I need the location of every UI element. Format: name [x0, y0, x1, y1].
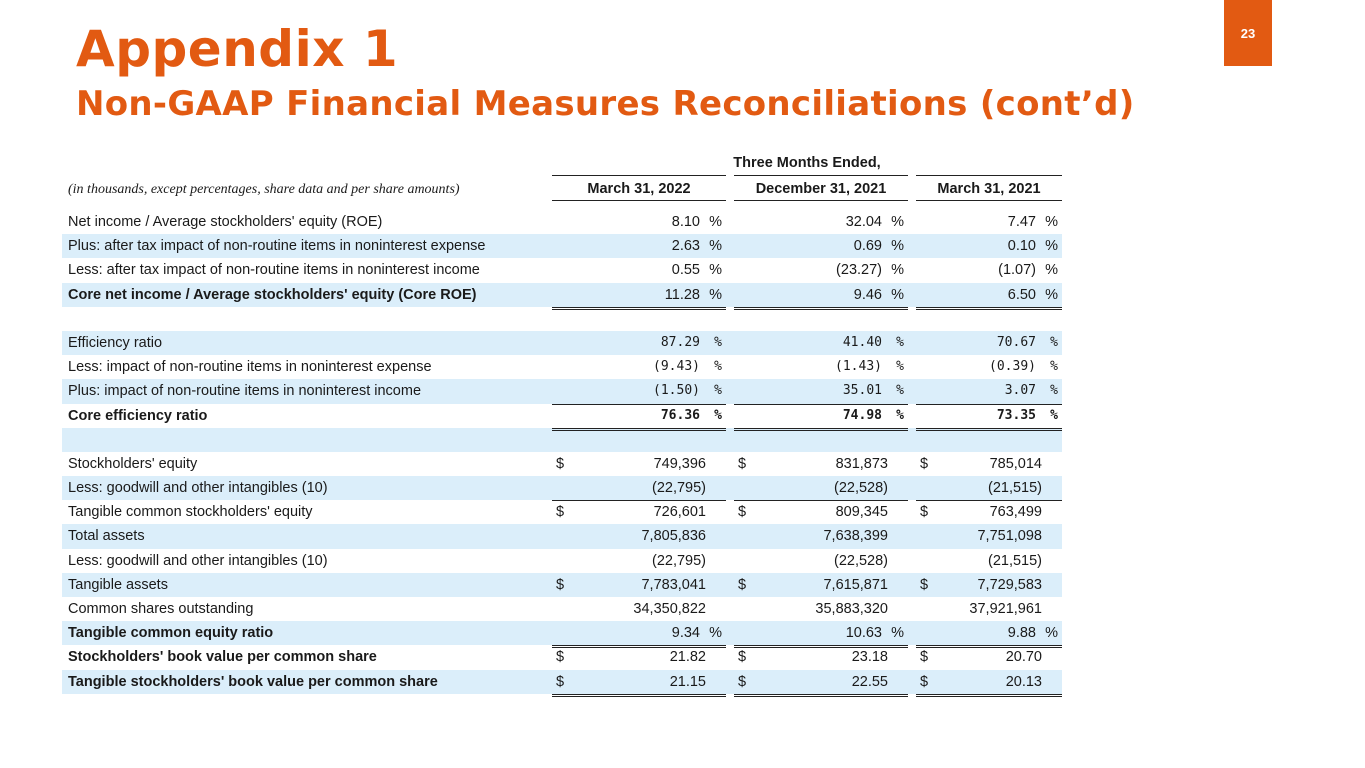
- cell-value: 3.07: [1004, 383, 1036, 399]
- row-label: Stockholders' book value per common share: [68, 649, 377, 666]
- value-cell: [552, 476, 726, 501]
- cell-value: 9.34: [671, 625, 700, 642]
- value-cell: [552, 210, 726, 234]
- cell-value: 11.28: [664, 286, 700, 303]
- table-row-core-efficiency-ratio: [62, 404, 1062, 428]
- value-cell: [916, 645, 1062, 672]
- currency-symbol: $: [738, 649, 747, 666]
- table-row-plus-impact-income: [62, 379, 1062, 403]
- cell-value: 21.15: [669, 673, 706, 690]
- value-cell: [734, 621, 908, 648]
- table-row-stockholders-equity: [62, 452, 1062, 476]
- cell-value: 70.67: [996, 334, 1036, 350]
- cell-value: 0.69: [853, 238, 882, 255]
- page-title: Appendix 1: [76, 20, 399, 78]
- row-label: Less: impact of non-routine items in noninterest expense: [68, 359, 432, 376]
- value-cell: [916, 670, 1062, 697]
- cell-value: 7.47: [1007, 214, 1036, 230]
- table-column-header-row: [62, 175, 1062, 202]
- row-label: Common shares outstanding: [68, 601, 254, 617]
- value-cell: [734, 379, 908, 404]
- cell-value: 22.55: [851, 673, 888, 690]
- cell-value: 37,921,961: [969, 601, 1042, 617]
- value-cell: [734, 597, 908, 622]
- value-cell: [916, 355, 1062, 379]
- value-cell: [916, 379, 1062, 404]
- value-cell: [552, 500, 726, 524]
- value-cell: [552, 234, 726, 258]
- cell-value: 20.13: [1005, 673, 1042, 690]
- value-cell: [734, 549, 908, 574]
- row-label: Efficiency ratio: [68, 334, 163, 351]
- table-row-less-impact-expense: [62, 355, 1062, 379]
- percent-symbol: %: [714, 407, 722, 423]
- value-cell: [552, 670, 726, 697]
- value-cell: [734, 452, 908, 476]
- cell-value: (21,515): [987, 480, 1042, 497]
- currency-symbol: $: [556, 455, 565, 472]
- percent-symbol: %: [1045, 625, 1058, 642]
- row-label: Tangible assets: [68, 576, 168, 593]
- cell-value: 41.40: [842, 334, 882, 350]
- row-label: Total assets: [68, 528, 145, 545]
- table-row-book-value-per-share: [62, 645, 1062, 669]
- value-cell: [734, 234, 908, 258]
- percent-symbol: %: [709, 286, 722, 303]
- table-row-plus-noninterest-expense: [62, 234, 1062, 258]
- value-cell: [552, 355, 726, 379]
- percent-symbol: %: [896, 359, 904, 375]
- cell-value: 831,873: [835, 455, 888, 472]
- row-label: Core net income / Average stockholders' equity (Core ROE): [68, 286, 477, 303]
- row-label: Core efficiency ratio: [68, 407, 208, 424]
- column-header-mar-2021: March 31, 2021: [916, 175, 1062, 201]
- value-cell: [552, 331, 726, 355]
- table-row-total-assets: [62, 524, 1062, 548]
- currency-symbol: $: [920, 576, 929, 593]
- row-label: Less: goodwill and other intangibles (10): [68, 480, 328, 497]
- value-cell: [916, 524, 1062, 548]
- row-label: Net income / Average stockholders' equity (ROE): [68, 214, 383, 230]
- cell-value: 9.88: [1007, 625, 1036, 642]
- spacer-row: [62, 307, 1062, 331]
- cell-value: 7,783,041: [641, 576, 706, 593]
- column-header-dec-2021: December 31, 2021: [734, 175, 908, 201]
- value-cell: [916, 234, 1062, 258]
- percent-symbol: %: [891, 286, 904, 303]
- row-label: Plus: after tax impact of non-routine items in noninterest expense: [68, 238, 486, 255]
- percent-symbol: %: [714, 334, 722, 350]
- table-row-tangible-assets: [62, 573, 1062, 597]
- cell-value: 73.35: [996, 407, 1036, 423]
- cell-value: 23.18: [851, 649, 888, 666]
- percent-symbol: %: [891, 625, 904, 642]
- percent-symbol: %: [709, 214, 722, 230]
- cell-value: 7,615,871: [823, 576, 888, 593]
- table-row-tangible-common-equity: [62, 500, 1062, 524]
- cell-value: 7,638,399: [823, 528, 888, 545]
- currency-symbol: $: [738, 673, 747, 690]
- value-cell: [552, 597, 726, 622]
- page-number-badge: 23: [1224, 0, 1272, 66]
- value-cell: [552, 645, 726, 672]
- reconciliation-table: [62, 150, 1062, 694]
- percent-symbol: %: [1050, 359, 1058, 375]
- cell-value: (22,528): [833, 552, 888, 569]
- value-cell: [734, 670, 908, 697]
- value-cell: [552, 258, 726, 283]
- cell-value: (1.43): [835, 359, 882, 375]
- table-row-core-roe: [62, 283, 1062, 307]
- cell-value: 32.04: [845, 214, 882, 230]
- percent-symbol: %: [1045, 238, 1058, 255]
- percent-symbol: %: [1050, 334, 1058, 350]
- table-row-less-noninterest-income: [62, 258, 1062, 282]
- value-cell: [734, 331, 908, 355]
- cell-value: 763,499: [989, 504, 1042, 521]
- table-row-less-goodwill-1: [62, 476, 1062, 500]
- cell-value: 7,729,583: [977, 576, 1042, 593]
- currency-symbol: $: [738, 504, 747, 521]
- percent-symbol: %: [896, 334, 904, 350]
- value-cell: [916, 452, 1062, 476]
- cell-value: 35,883,320: [815, 601, 888, 617]
- cell-value: 785,014: [989, 455, 1042, 472]
- value-cell: [734, 500, 908, 524]
- percent-symbol: %: [1045, 214, 1058, 230]
- percent-symbol: %: [891, 262, 904, 279]
- percent-symbol: %: [896, 407, 904, 423]
- value-cell: [552, 404, 726, 431]
- spacer-row: [62, 428, 1062, 452]
- cell-value: (22,795): [651, 552, 706, 569]
- value-cell: [734, 573, 908, 597]
- value-cell: [734, 404, 908, 431]
- value-cell: [916, 476, 1062, 501]
- row-label: Tangible common stockholders' equity: [68, 504, 313, 521]
- value-cell: [552, 524, 726, 548]
- value-cell: [916, 597, 1062, 622]
- percent-symbol: %: [709, 625, 722, 642]
- cell-value: (0.39): [989, 359, 1036, 375]
- row-label: Less: goodwill and other intangibles (10): [68, 552, 328, 569]
- value-cell: [552, 379, 726, 404]
- currency-symbol: $: [556, 576, 565, 593]
- row-label: Stockholders' equity: [68, 455, 198, 472]
- percent-symbol: %: [1050, 407, 1058, 423]
- cell-value: (21,515): [987, 552, 1042, 569]
- percent-symbol: %: [891, 238, 904, 255]
- cell-value: 0.55: [671, 262, 700, 279]
- percent-symbol: %: [1045, 262, 1058, 279]
- value-cell: [734, 283, 908, 310]
- value-cell: [916, 331, 1062, 355]
- value-cell: [916, 404, 1062, 431]
- cell-value: 35.01: [842, 383, 882, 399]
- value-cell: [916, 549, 1062, 574]
- value-cell: [552, 621, 726, 648]
- three-months-ended-header: Three Months Ended,: [733, 155, 881, 171]
- value-cell: [552, 283, 726, 310]
- cell-value: 8.10: [671, 214, 700, 230]
- currency-symbol: $: [920, 455, 929, 472]
- cell-value: 749,396: [653, 455, 706, 472]
- value-cell: [916, 283, 1062, 310]
- percent-symbol: %: [1045, 286, 1058, 303]
- currency-symbol: $: [738, 455, 747, 472]
- percent-symbol: %: [1050, 383, 1058, 399]
- value-cell: [734, 645, 908, 672]
- value-cell: [734, 524, 908, 548]
- value-cell: [916, 621, 1062, 648]
- row-label: Plus: impact of non-routine items in noninterest income: [68, 383, 422, 400]
- table-row-roe: [62, 210, 1062, 234]
- table-row-less-goodwill-2: [62, 549, 1062, 573]
- cell-value: 809,345: [835, 504, 888, 521]
- percent-symbol: %: [896, 383, 904, 399]
- cell-value: (22,795): [651, 480, 706, 497]
- column-header-mar-2022: March 31, 2022: [552, 175, 726, 201]
- value-cell: [734, 355, 908, 379]
- value-cell: [734, 258, 908, 283]
- table-row-tangible-common-equity-ratio: [62, 621, 1062, 645]
- currency-symbol: $: [920, 504, 929, 521]
- row-label: Tangible stockholders' book value per common share: [68, 673, 438, 690]
- currency-symbol: $: [920, 649, 929, 666]
- currency-symbol: $: [738, 576, 747, 593]
- row-label: Less: after tax impact of non-routine items in noninterest income: [68, 262, 480, 279]
- value-cell: [916, 258, 1062, 283]
- cell-value: 10.63: [845, 625, 882, 642]
- cell-value: 6.50: [1007, 286, 1036, 303]
- value-cell: [552, 573, 726, 597]
- value-cell: [916, 573, 1062, 597]
- percent-symbol: %: [709, 238, 722, 255]
- page-subtitle: Non-GAAP Financial Measures Reconciliations (cont’d): [76, 84, 1135, 124]
- table-row-tangible-book-value-per-share: [62, 670, 1062, 694]
- value-cell: [734, 476, 908, 501]
- currency-symbol: $: [556, 504, 565, 521]
- cell-value: 76.36: [660, 407, 700, 423]
- table-span-header-row: [62, 150, 1062, 175]
- cell-value: 34,350,822: [633, 601, 706, 617]
- row-label: Tangible common equity ratio: [68, 625, 274, 642]
- cell-value: 0.10: [1007, 238, 1036, 255]
- units-note: (in thousands, except percentages, share data and per share amounts): [68, 182, 460, 197]
- cell-value: 9.46: [853, 286, 882, 303]
- cell-value: 87.29: [660, 334, 700, 350]
- cell-value: 74.98: [842, 407, 882, 423]
- percent-symbol: %: [714, 359, 722, 375]
- value-cell: [916, 210, 1062, 234]
- value-cell: [734, 210, 908, 234]
- cell-value: (23.27): [836, 262, 882, 279]
- table-row-common-shares-outstanding: [62, 597, 1062, 621]
- cell-value: 7,805,836: [641, 528, 706, 545]
- cell-value: 7,751,098: [977, 528, 1042, 545]
- cell-value: 20.70: [1005, 649, 1042, 666]
- cell-value: (1.07): [998, 262, 1036, 279]
- cell-value: (9.43): [653, 359, 700, 375]
- cell-value: (22,528): [833, 480, 888, 497]
- percent-symbol: %: [714, 383, 722, 399]
- currency-symbol: $: [920, 673, 929, 690]
- table-row-efficiency-ratio: [62, 331, 1062, 355]
- currency-symbol: $: [556, 673, 565, 690]
- cell-value: 2.63: [671, 238, 700, 255]
- currency-symbol: $: [556, 649, 565, 666]
- value-cell: [552, 452, 726, 476]
- value-cell: [916, 500, 1062, 524]
- percent-symbol: %: [891, 214, 904, 230]
- percent-symbol: %: [709, 262, 722, 279]
- value-cell: [552, 549, 726, 574]
- cell-value: 21.82: [669, 649, 706, 666]
- cell-value: (1.50): [653, 383, 700, 399]
- cell-value: 726,601: [653, 504, 706, 521]
